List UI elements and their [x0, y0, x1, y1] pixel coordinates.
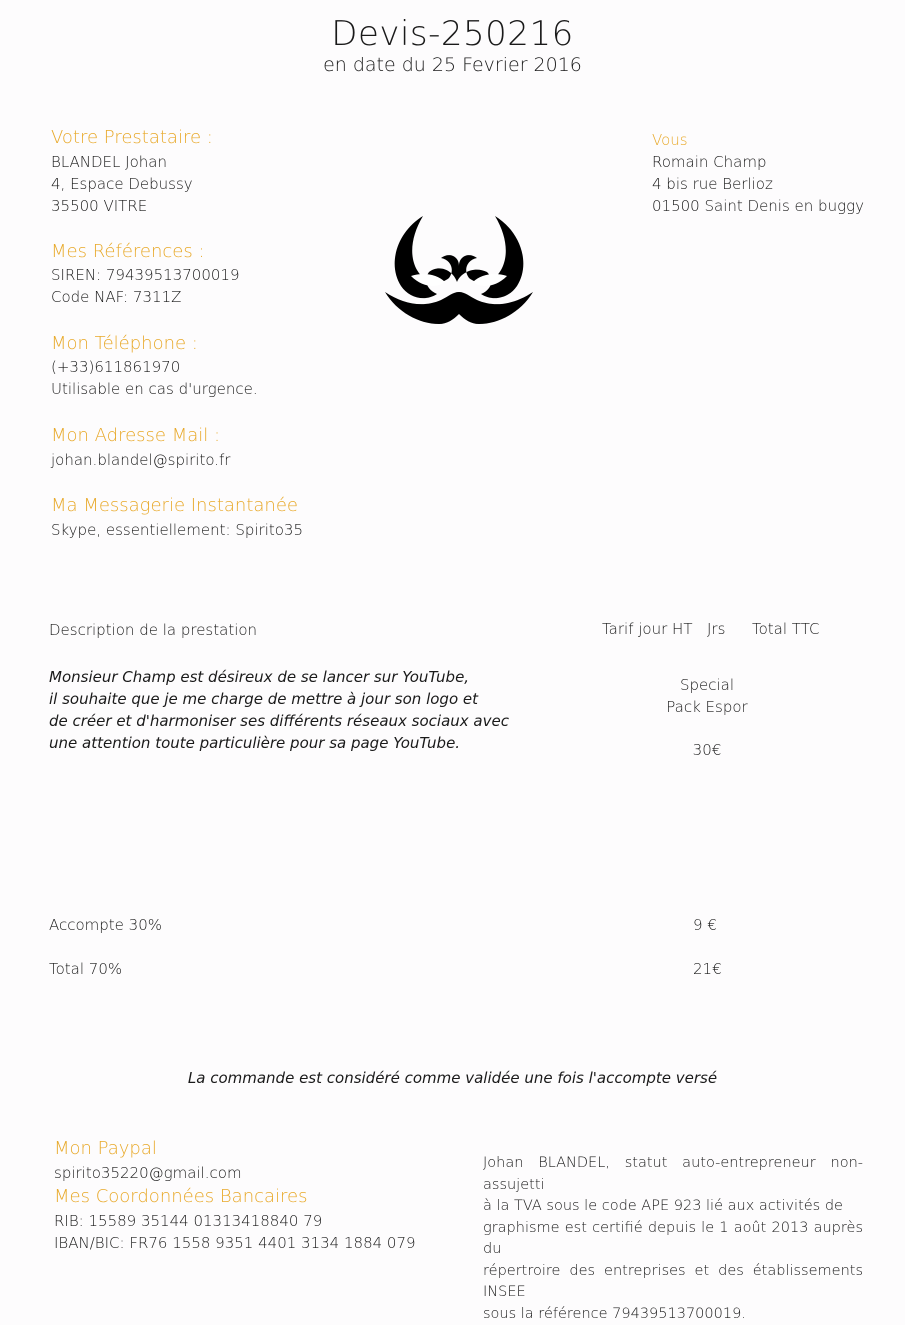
messaging-value: Skype, essentiellement: Spirito35 — [51, 519, 303, 541]
legal-notice — [483, 1153, 863, 1325]
offer-line: Pack Espor — [647, 696, 767, 718]
rib-number: RIB: 15589 35144 01313418840 79 — [54, 1210, 322, 1232]
legal-line: répertroire des entreprises et des établissements INSEE — [483, 1261, 863, 1304]
phone-heading: Mon Téléphone : — [51, 333, 198, 354]
offer-price: 30€ — [647, 739, 767, 761]
description-line: une attention toute particulière pour sa page YouTube. — [49, 732, 509, 754]
siren-number: SIREN: 79439513700019 — [51, 264, 240, 286]
iban-number: IBAN/BIC: FR76 1558 9351 4401 3134 1884 079 — [54, 1232, 416, 1254]
phone-block — [51, 356, 258, 400]
paypal-heading: Mon Paypal — [54, 1138, 157, 1159]
offer-block — [647, 674, 767, 718]
mustache-logo-icon — [383, 212, 535, 336]
client-heading: Vous — [652, 131, 688, 149]
provider-address — [51, 151, 193, 217]
provider-street: 4, Espace Debussy — [51, 173, 193, 195]
email-link[interactable]: johan.blandel@spirito.fr — [51, 449, 230, 471]
phone-note: Utilisable en cas d'urgence. — [51, 378, 258, 400]
offer-line: Special — [647, 674, 767, 696]
messaging-heading: Ma Messagerie Instantanée — [51, 495, 298, 516]
client-name: Romain Champ — [652, 151, 864, 173]
validation-note: La commande est considéré comme validée une fois l'accompte versé — [0, 1067, 905, 1089]
document-title: Devis-250216 — [0, 14, 905, 54]
client-street: 4 bis rue Berlioz — [652, 173, 864, 195]
provider-city: 35500 VITRE — [51, 195, 193, 217]
document-date: en date du 25 Fevrier 2016 — [0, 54, 905, 76]
col-rate-header: Tarif jour HT — [602, 618, 692, 640]
legal-line: à la TVA sous le code APE 923 lié aux activités de — [483, 1196, 863, 1218]
provider-heading: Votre Prestataire : — [51, 127, 213, 148]
bank-heading: Mes Coordonnées Bancaires — [54, 1186, 308, 1207]
legal-line: graphisme est certifié depuis le 1 août 2013 auprès du — [483, 1218, 863, 1261]
email-heading: Mon Adresse Mail : — [51, 425, 220, 446]
deposit-label: Accompte 30% — [49, 914, 162, 936]
phone-number: (+33)611861970 — [51, 356, 258, 378]
deposit-value: 9 € — [693, 914, 717, 936]
description-line: de créer et d'harmoniser ses différents réseaux sociaux avec — [49, 710, 509, 732]
service-description — [49, 666, 509, 754]
legal-line: sous la référence 79439513700019. — [483, 1304, 863, 1325]
paypal-email[interactable]: spirito35220@gmail.com — [54, 1162, 242, 1184]
provider-name: BLANDEL Johan — [51, 151, 193, 173]
balance-label: Total 70% — [49, 958, 122, 980]
references-block — [51, 264, 240, 308]
balance-value: 21€ — [693, 958, 722, 980]
client-city: 01500 Saint Denis en buggy — [652, 195, 864, 217]
references-heading: Mes Références : — [51, 241, 205, 262]
naf-code: Code NAF: 7311Z — [51, 286, 240, 308]
col-days-header: Jrs — [707, 618, 725, 640]
col-total-header: Total TTC — [752, 618, 819, 640]
legal-line: Johan BLANDEL, statut auto-entrepreneur non-assujetti — [483, 1153, 863, 1196]
client-address — [652, 151, 864, 217]
description-line: il souhaite que je me charge de mettre à jour son logo et — [49, 688, 509, 710]
description-line: Monsieur Champ est désireux de se lancer sur YouTube, — [49, 666, 509, 688]
col-description-header: Description de la prestation — [49, 619, 257, 641]
